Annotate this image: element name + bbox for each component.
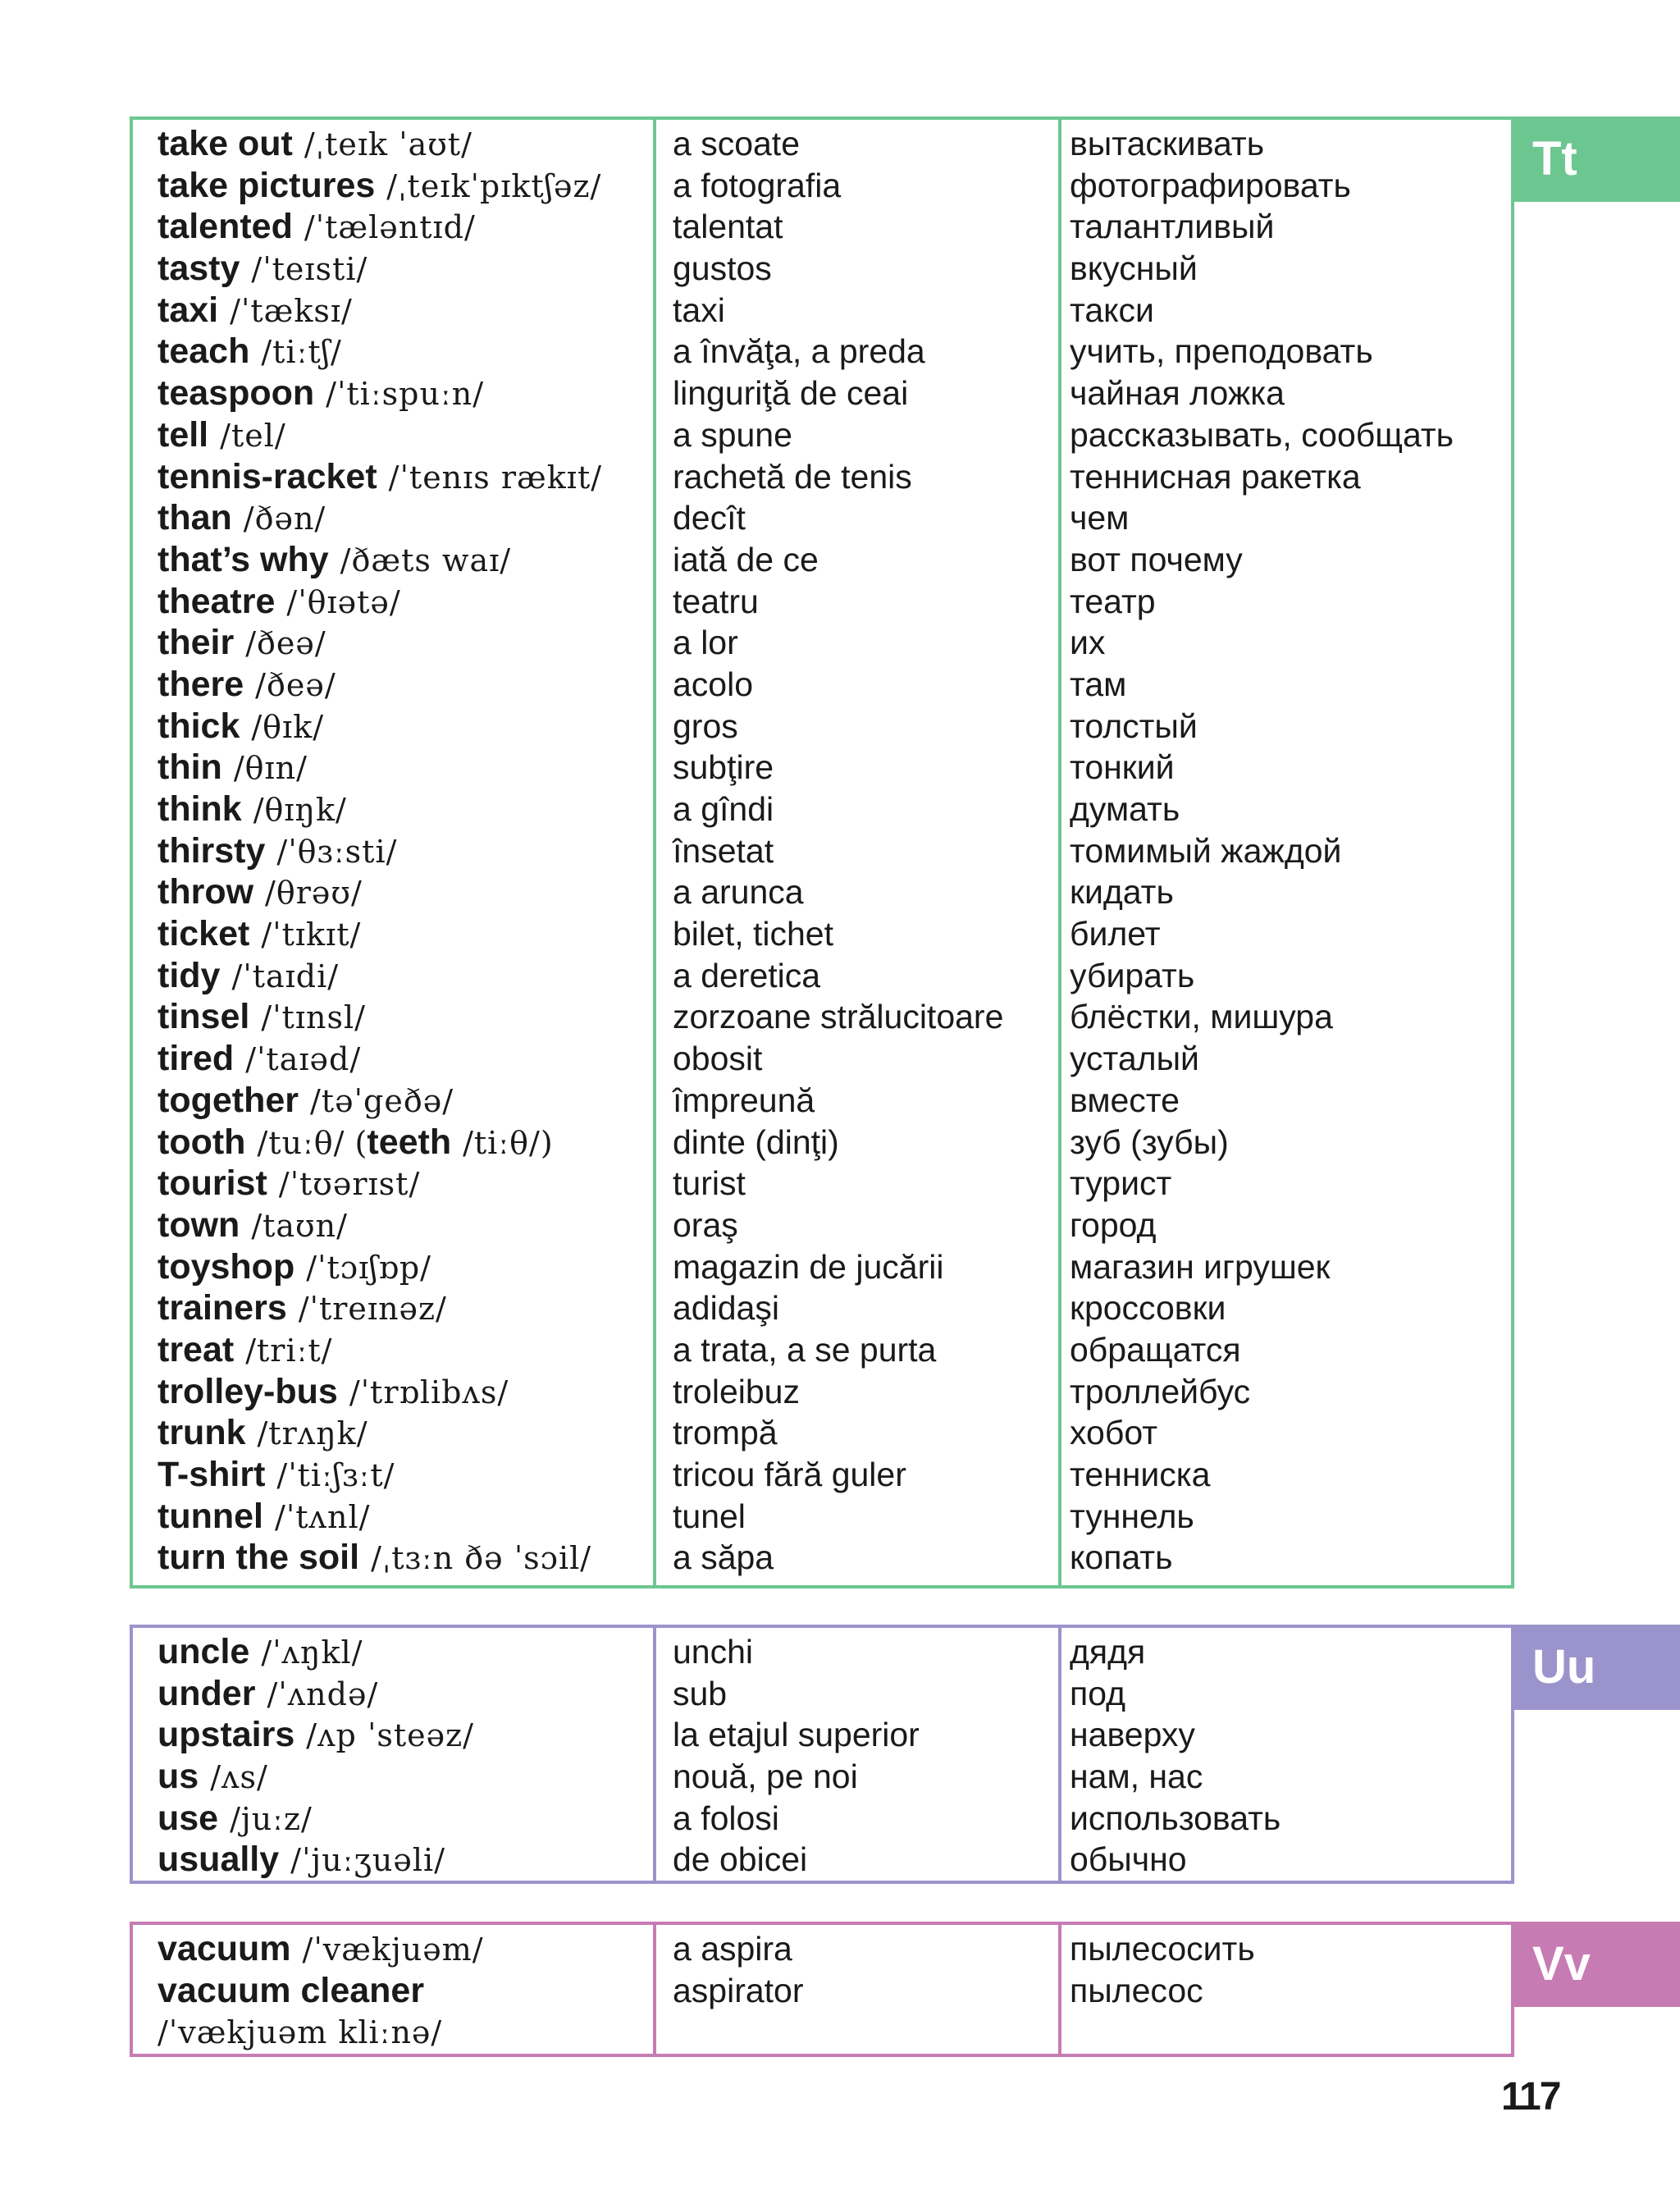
entry-russian: вместе [1070,1081,1180,1119]
entry-ipa: /θɪŋk/ [253,792,347,828]
entry-ipa: /ðeə/ [245,625,326,662]
entry-ipa: /ˈtaɪəd/ [245,1041,362,1078]
entry-russian: турист [1070,1164,1172,1203]
entry-russian: обращатся [1070,1330,1241,1369]
entry-romanian: turist [673,1164,746,1203]
entry-romanian: a lor [673,624,738,662]
entry-ipa: /ʌp ˈsteəz/ [306,1717,474,1754]
entry-english [158,248,653,290]
entry-ipa: /ˈtiːʃɜːt/ [276,1457,395,1493]
entry-russian: вытаскивать [1070,125,1265,162]
entry-english [158,290,653,331]
entry-russian: театр [1070,582,1156,620]
entry-russian: хобот [1070,1414,1158,1452]
entry-russian: рассказывать, сообщать [1070,415,1454,454]
entry-word: vacuum [158,1929,291,1968]
entry-romanian: trompă [673,1414,778,1452]
entry-english [158,664,653,706]
entry-word: talented [158,207,293,247]
entry-ipa: /ʌs/ [210,1759,268,1796]
entry-ipa: /ˈtɔɪʃɒp/ [306,1249,431,1286]
entry-word: us [158,1757,199,1797]
entry-ipa: /trʌŋk/ [257,1415,368,1452]
english-column [133,1925,653,2054]
entry-ipa: /ˈʌndə/ [267,1675,379,1712]
entry-ipa: /taʊn/ [251,1207,348,1244]
russian-column [1058,1925,1511,2054]
entry-russian: тонкий [1070,748,1175,787]
entry-word: tennis-racket [158,456,377,496]
entry-ipa: /tuːθ/ [257,1124,345,1161]
entry-russian: наверху [1070,1716,1195,1754]
entry-romanian: aspirator [673,1971,804,2009]
entry-english [158,1371,653,1413]
entry-romanian: a folosi [673,1799,779,1837]
entry-word: uncle [158,1632,250,1671]
entry-ipa: /ˈvækjuəm/ [302,1931,484,1968]
entry-romanian: la etajul superior [673,1716,920,1754]
page-number: 117 [1501,2075,1560,2119]
entry-russian: город [1070,1205,1157,1244]
entry-romanian: taxi [673,290,725,329]
entry-ipa: /ˈvækjuəm kliːnə/ [158,2014,443,2051]
entry-ipa: /ˈtiːspuːn/ [326,376,484,413]
entry-romanian: de obicei [673,1840,808,1879]
entry-word: ticket [158,914,250,954]
entry-romanian: dinte (dinţi) [673,1122,839,1161]
entry-romanian: tunel [673,1497,746,1535]
entry-word: tidy [158,955,221,995]
entry-word: tinsel [158,997,250,1037]
entry-word: take pictures [158,165,376,205]
entry-word: together [158,1080,299,1120]
entry-russian: учить, преподовать [1070,332,1373,371]
entry-ipa: /ˈtæksɪ/ [230,292,353,329]
entry-word: trunk [158,1413,246,1453]
vocab-table-v [130,1922,1514,2057]
entry-russian: толстый [1070,706,1198,745]
entry-romanian: gustos [673,249,772,288]
entry-romanian: a arunca [673,873,804,912]
entry-ipa: /θɪn/ [233,750,308,787]
entry-romanian: bilet, tichet [673,915,833,953]
entry-russian: чайная ложка [1070,374,1285,413]
russian-column [1058,1628,1511,1881]
entry-romanian: rachetă de tenis [673,457,912,496]
entry-english [158,871,653,913]
entry-english [158,622,653,664]
entry-english [158,165,653,207]
entry-russian: троллейбус [1070,1372,1251,1410]
entry-ipa: /ðæts waɪ/ [340,542,512,578]
entry-english [158,456,653,498]
entry-romanian: troleibuz [673,1372,800,1410]
vocab-table-u [130,1625,1514,1884]
letter-tab-u: Uu [1514,1625,1680,1710]
entry-english [158,789,653,830]
entry-word: trainers [158,1288,287,1328]
entry-english [158,1631,653,1673]
entry-romanian: a fotografia [673,166,842,204]
entry-word: toyshop [158,1246,295,1287]
entry-romanian: teatru [673,582,759,620]
entry-romanian: unchi [673,1633,754,1671]
entry-russian: томимый жаждой [1070,831,1342,870]
entry-ipa: /tel/ [220,417,286,454]
entry-word: throw [158,872,254,912]
entry-english [158,913,653,955]
entry-romanian: acolo [673,665,754,703]
entry-russian: под [1070,1674,1126,1712]
entry-word: than [158,498,232,538]
entry-english [158,830,653,872]
entry-romanian: talentat [673,208,783,246]
entry-english [158,1970,653,2012]
entry-russian: тенниска [1070,1456,1211,1493]
entry-english [158,1412,653,1454]
entry-romanian: a trata, a se purta [673,1330,937,1369]
entry-english [158,1287,653,1329]
entry-english [158,1673,653,1715]
english-column [133,120,653,1585]
entry-romanian: magazin de jucării [673,1247,944,1286]
entry-russian: обычно [1070,1840,1187,1879]
entry-ipa: /ˈteɪsti/ [251,251,368,288]
entry-ipa: /ˈtɪkɪt/ [261,917,362,953]
entry-russian: билет [1070,915,1161,953]
entry-romanian: zorzoane strălucitoare [673,998,1004,1036]
entry-ipa: /juːz/ [230,1800,313,1837]
entry-romanian: gros [673,706,738,745]
entry-word: theatre [158,581,276,621]
entry-english [158,1163,653,1204]
romanian-column [653,1925,1058,2054]
entry-russian: чем [1070,499,1130,537]
entry-word: think [158,789,242,829]
entry-english [158,1756,653,1798]
entry-romanian: decît [673,499,746,537]
entry-word: trolley-bus [158,1371,338,1411]
entry-russian: туннель [1070,1497,1194,1535]
entry-russian: такси [1070,290,1154,329]
entry-english [158,1204,653,1246]
entry-word: tooth [158,1122,246,1162]
entry-russian: вот почему [1070,540,1243,578]
entry-word: teach [158,331,250,372]
entry-ipa: /ˈtrɒlibʌs/ [349,1374,509,1410]
entry-english [158,1329,653,1371]
entry-word: take out [158,124,293,163]
entry-russian: магазин игрушек [1070,1247,1331,1286]
romanian-column [653,1628,1058,1881]
entry-word: turn the soil [158,1538,360,1578]
entry-english [158,331,653,373]
entry-russian: их [1070,624,1106,662]
entry-english [158,373,653,414]
entry-romanian: împreună [673,1081,815,1119]
entry-english [158,123,653,165]
entry-english [158,1122,653,1163]
entry-word: tell [158,414,209,455]
entry-english [158,747,653,789]
entry-romanian: a săpa [673,1538,774,1577]
entry-romanian: oraş [673,1205,738,1244]
entry-russian: думать [1070,790,1180,828]
entry-ipa: /ˌteɪkˈpɪktʃəz/ [386,167,602,204]
entry-ipa: /ˈtenɪs rækɪt/ [388,459,603,496]
entry-russian: талантливый [1070,208,1275,246]
entry-word: there [158,664,244,704]
entry-romanian: linguriţă de ceai [673,374,909,413]
entry-russian: блёстки, мишура [1070,998,1333,1036]
entry-ipa: /ðən/ [243,501,326,537]
entry-romanian: a învăţa, a preda [673,332,925,371]
entry-ipa: /tiːtʃ/ [261,334,342,371]
entry-english [158,206,653,248]
entry-english [158,1454,653,1496]
entry-english [158,539,653,581]
entry-ipa: /ˈtæləntɪd/ [304,209,476,246]
entry-word: teaspoon [158,373,315,414]
entry-russian: пылесос [1070,1971,1203,2009]
entry-word: under [158,1673,256,1713]
entry-english [158,955,653,997]
entry-ipa: /ˈθɜːsti/ [276,833,398,870]
entry-russian: зуб (зубы) [1070,1122,1229,1161]
entry-word: tourist [158,1163,267,1204]
letter-tab-v: Vv [1514,1922,1680,2007]
entry-english [158,1537,653,1579]
entry-word: tasty [158,249,240,289]
entry-ipa: /ˈtɪnsl/ [261,999,366,1036]
russian-column [1058,120,1511,1585]
entry-ipa: /ˈjuːʒuəli/ [290,1842,445,1879]
entry-english [158,1798,653,1840]
entry-ipa: /ˈʌŋkl/ [261,1634,363,1671]
entry-romanian: a aspira [673,1930,792,1968]
entry-russian: нам, нас [1070,1758,1203,1796]
entry-plural-word: teeth [367,1122,452,1162]
entry-english [158,1038,653,1080]
entry-english [158,497,653,539]
entry-english [158,1714,653,1756]
entry-romanian: iată de ce [673,540,819,578]
entry-ipa: /θɪk/ [251,708,325,745]
entry-russian: теннисная ракетка [1070,457,1361,496]
entry-word: their [158,623,235,663]
entry-plural-ipa: /tiːθ/) [463,1124,554,1161]
entry-word: T-shirt [158,1455,266,1494]
entry-ipa: /ˈθɪətə/ [286,583,401,620]
entry-russian: пылесосить [1070,1930,1255,1968]
entry-ipa: /θrəʊ/ [265,875,363,912]
entry-russian: использовать [1070,1799,1281,1837]
entry-romanian: sub [673,1674,728,1712]
entry-word: thirsty [158,830,266,871]
entry-word: vacuum cleaner [158,1970,425,2010]
entry-romanian: a scoate [673,125,800,162]
entry-romanian: însetat [673,831,774,870]
entry-ipa: /ˈtʌnl/ [274,1498,371,1535]
entry-english [158,581,653,623]
entry-english [158,1080,653,1122]
entry-romanian: adidaşi [673,1289,779,1328]
vocab-table-t [130,117,1514,1588]
entry-english [158,1839,653,1881]
entry-ipa: /ˈtaɪdi/ [231,958,340,994]
entry-ipa: /ˌteɪk ˈaʊt/ [304,126,472,162]
entry-russian: убирать [1070,956,1195,994]
entry-english [158,996,653,1038]
entry-word: taxi [158,290,219,330]
entry-russian: усталый [1070,1040,1199,1078]
english-column [133,1628,653,1881]
entry-russian: вкусный [1070,249,1198,288]
entry-plural-open: ( [345,1124,368,1161]
entry-word: treat [158,1329,235,1369]
entry-word: thin [158,747,222,788]
entry-romanian: subţire [673,748,774,787]
entry-russian: кроссовки [1070,1289,1226,1328]
entry-english [158,706,653,747]
entry-romanian: a gîndi [673,790,774,828]
entry-ipa: /triːt/ [245,1332,333,1369]
entry-ipa: /ðeə/ [255,666,336,703]
entry-russian: копать [1070,1538,1173,1577]
letter-tab-t: Tt [1514,117,1680,202]
entry-romanian: a deretica [673,956,821,994]
entry-word: tired [158,1039,235,1079]
entry-english [158,2011,653,2053]
entry-english [158,1496,653,1538]
entry-russian: там [1070,665,1127,703]
entry-ipa: /təˈgeðə/ [310,1082,454,1119]
entry-russian: кидать [1070,873,1174,912]
entry-russian: фотографировать [1070,166,1351,204]
entry-ipa: /ˈtreɪnəz/ [298,1291,447,1328]
entry-word: tunnel [158,1496,263,1536]
entry-word: usually [158,1840,280,1880]
entry-word: thick [158,706,240,746]
entry-ipa: /ˈtʊərɪst/ [278,1166,421,1203]
entry-russian: дядя [1070,1633,1146,1671]
entry-english [158,1246,653,1288]
entry-word: town [158,1204,240,1245]
entry-romanian: a spune [673,415,792,454]
romanian-column [653,120,1058,1585]
entry-english [158,1928,653,1970]
entry-word: upstairs [158,1715,295,1755]
entry-word: that’s why [158,539,329,579]
entry-word: use [158,1798,219,1838]
entry-romanian: nouă, pe noi [673,1758,858,1796]
entry-ipa: /ˌtɜːn ðə ˈsɔil/ [371,1540,592,1577]
entry-romanian: tricou fără guler [673,1456,906,1493]
entry-romanian: obosit [673,1040,763,1078]
entry-english [158,414,653,456]
